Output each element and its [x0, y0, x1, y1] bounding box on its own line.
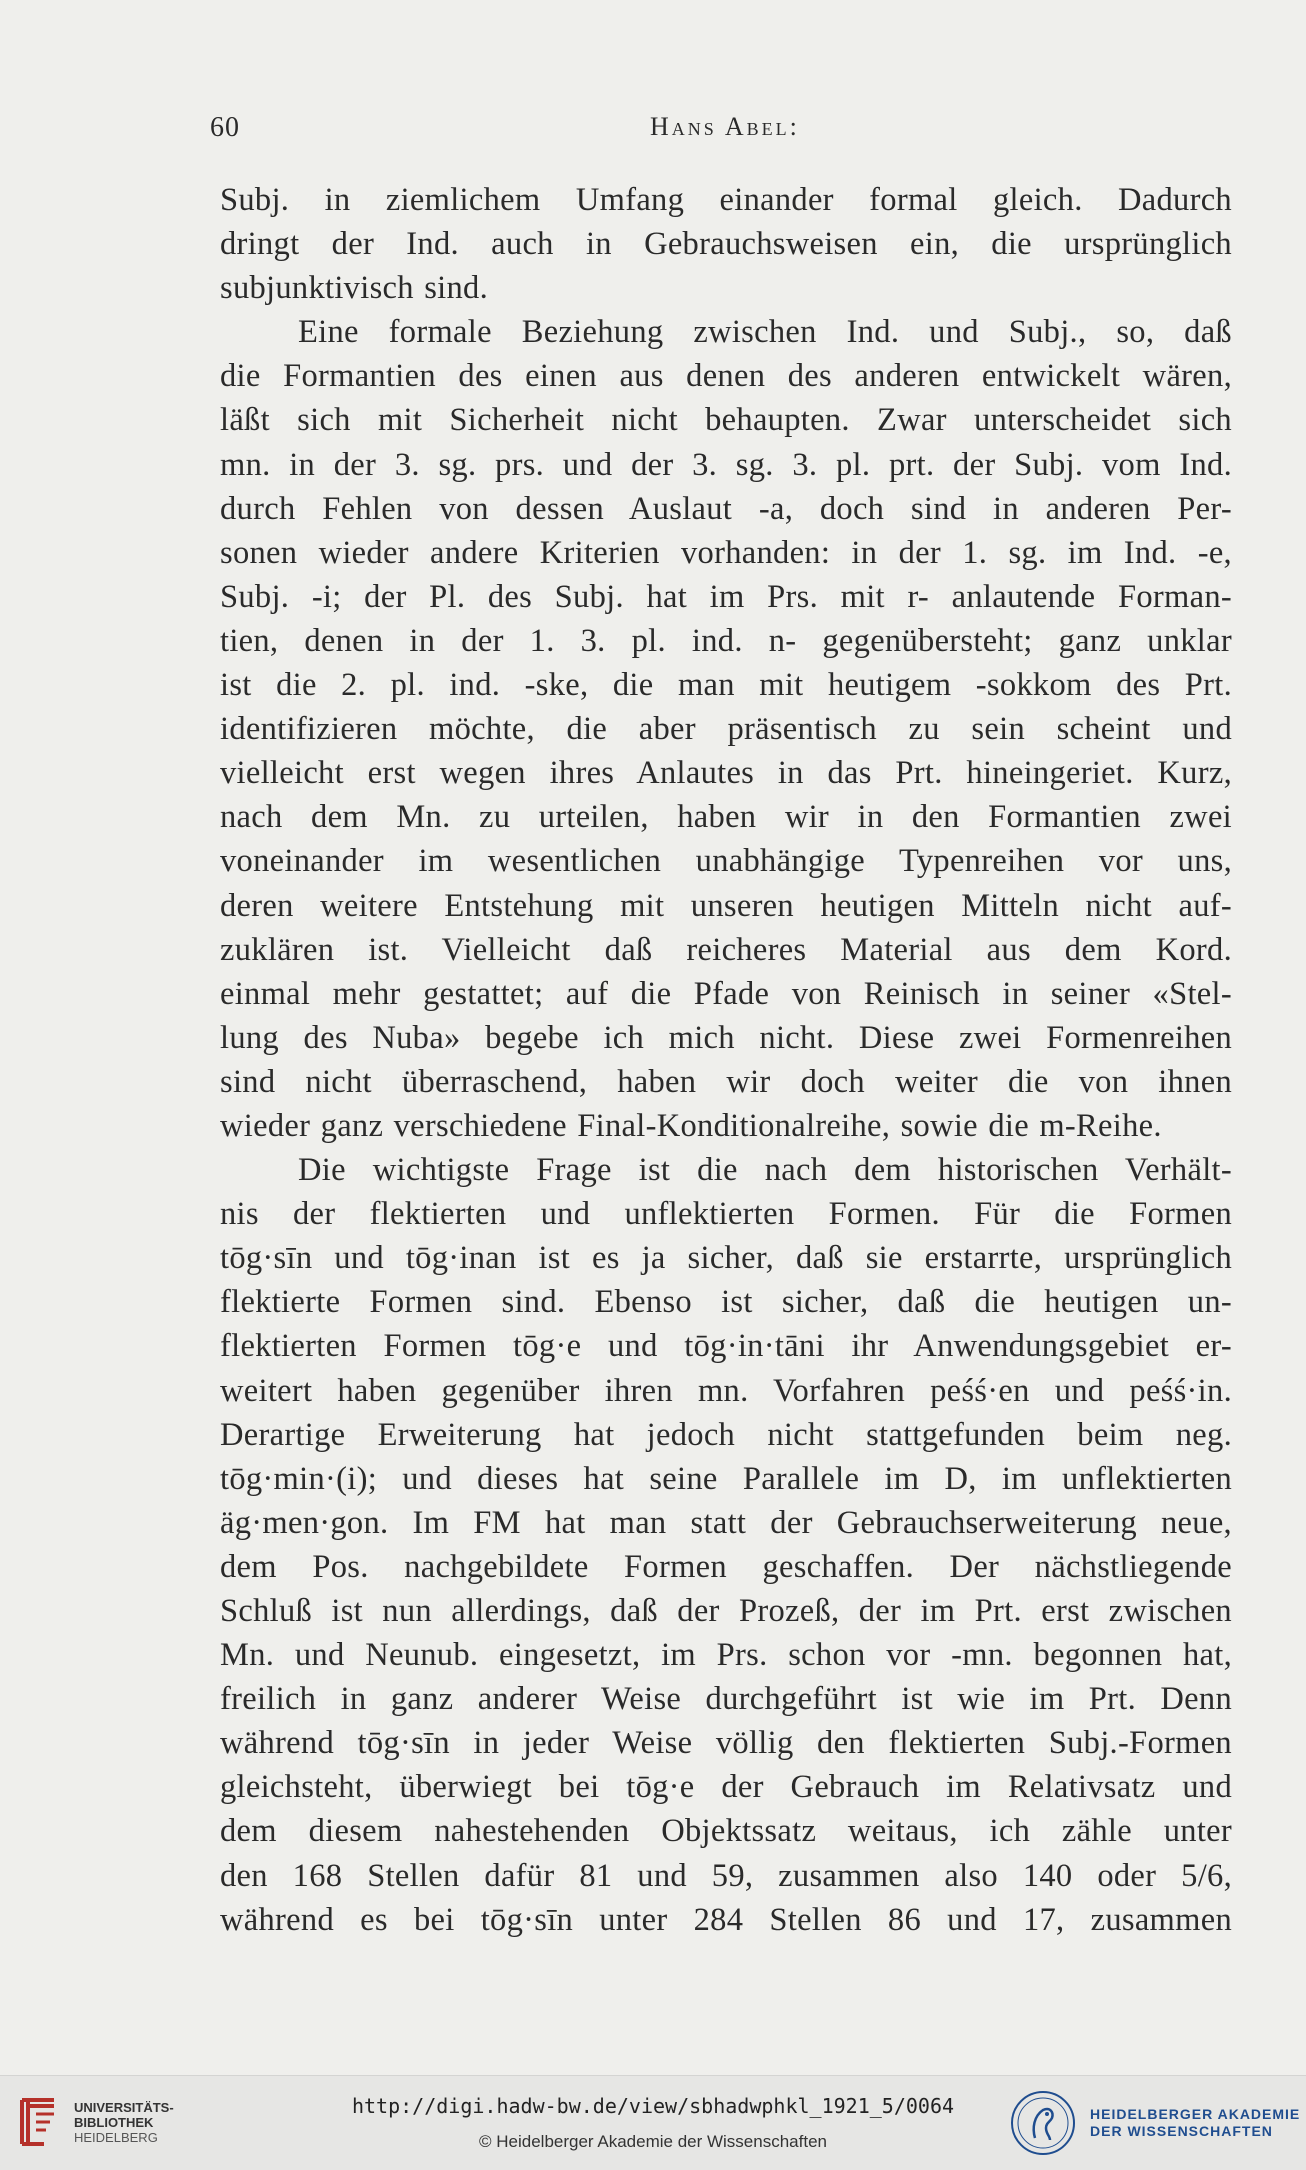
- text-line: Eine formale Beziehung zwischen Ind. und Subj., so, daß: [298, 314, 1232, 351]
- text-line: deren weitere Entstehung mit unseren heutigen Mitteln nicht auf-: [220, 887, 1232, 924]
- text-line: Schluß ist nun allerdings, daß der Prozeß, der im Prt. erst zwischen: [220, 1593, 1232, 1629]
- text-line: tōg·min·(i); und dieses hat seine Parallele im D, im unflektierten: [220, 1460, 1232, 1497]
- text-line: vielleicht erst wegen ihres Anlautes in das Prt. hineingeriet. Kurz,: [220, 755, 1232, 792]
- body-text: [220, 178, 1232, 1942]
- text-line: wieder ganz verschiedene Final-Konditionalreihe, sowie die m-Reihe.: [220, 1107, 1162, 1144]
- running-header: [0, 112, 1306, 152]
- text-line: Die wichtigste Frage ist die nach dem historischen Verhält-: [298, 1152, 1232, 1189]
- text-line: weitert haben gegenüber ihren mn. Vorfahren peśś·en und peśś·in.: [220, 1372, 1232, 1409]
- text-line: während es bei tōg·sīn unter 284 Stellen 86 und 17, zusammen: [220, 1901, 1232, 1938]
- text-line: Subj. -i; der Pl. des Subj. hat im Prs. mit r- anlautende Forman-: [220, 578, 1232, 615]
- text-line: läßt sich mit Sicherheit nicht behaupten. Zwar unterscheidet sich: [220, 402, 1232, 439]
- text-line: dringt der Ind. auch in Gebrauchsweisen ein, die ursprünglich: [220, 226, 1232, 263]
- text-line: nis der flektierten und unflektierten Formen. Für die Formen: [220, 1196, 1232, 1233]
- text-line: Subj. in ziemlichem Umfang einander formal gleich. Dadurch: [220, 182, 1232, 218]
- copyright-notice: © Heidelberger Akademie der Wissenschaften: [479, 2132, 827, 2151]
- text-line: den 168 Stellen dafür 81 und 59, zusammen also 140 oder 5/6,: [220, 1857, 1232, 1894]
- text-line: sind nicht überraschend, haben wir doch weiter die von ihnen: [220, 1063, 1232, 1100]
- text-line: nach dem Mn. zu urteilen, haben wir in den Formantien zwei: [220, 799, 1232, 836]
- text-line: sonen wieder andere Kriterien vorhanden: in der 1. sg. im Ind. -e,: [220, 534, 1232, 571]
- text-line: dem Pos. nachgebildete Formen geschaffen. Der nächstliegende: [220, 1548, 1232, 1585]
- text-line: die Formantien des einen aus denen des anderen entwickelt wären,: [220, 358, 1232, 395]
- text-line: freilich in ganz anderer Weise durchgeführt ist wie im Prt. Denn: [220, 1681, 1232, 1718]
- text-line: dem diesem nahestehenden Objektssatz weitaus, ich zähle unter: [220, 1813, 1232, 1850]
- text-line: lung des Nuba» begebe ich mich nicht. Diese zwei Formenreihen: [220, 1019, 1232, 1056]
- text-line: identifizieren möchte, die aber präsentisch zu sein scheint und: [220, 711, 1232, 748]
- text-line: Mn. und Neunub. eingesetzt, im Prs. schon vor -mn. begonnen hat,: [220, 1637, 1232, 1674]
- text-line: während tōg·sīn in jeder Weise völlig den flektierten Subj.-Formen: [220, 1725, 1232, 1762]
- text-line: zuklären ist. Vielleicht daß reicheres Material aus dem Kord.: [220, 931, 1232, 968]
- text-line: ist die 2. pl. ind. -ske, die man mit heutigem -sokkom des Prt.: [220, 667, 1232, 704]
- text-line: flektierten Formen tōg·e und tōg·in·tāni ihr Anwendungsgebiet er-: [220, 1328, 1232, 1365]
- viewer-footer: [0, 2075, 1306, 2170]
- text-line: tien, denen in der 1. 3. pl. ind. n- gegenübersteht; ganz unklar: [220, 622, 1232, 659]
- academy-line-2: DER WISSENSCHAFTEN: [1090, 2123, 1273, 2139]
- library-line-1: UNIVERSITÄTS-: [74, 2100, 174, 2115]
- text-line: flektierte Formen sind. Ebenso ist sicher, daß die heutigen un-: [220, 1284, 1232, 1321]
- text-line: Derartige Erweiterung hat jedoch nicht stattgefunden beim neg.: [220, 1416, 1232, 1453]
- page-number: 60: [210, 112, 240, 143]
- text-line: durch Fehlen von dessen Auslaut -a, doch sind in anderen Per-: [220, 490, 1232, 527]
- running-head-author: Hans Abel:: [650, 112, 800, 141]
- library-line-3: HEIDELBERG: [74, 2130, 158, 2145]
- text-line: einmal mehr gestattet; auf die Pfade von Reinisch in seiner «Stel-: [220, 975, 1232, 1012]
- text-line: voneinander im wesentlichen unabhängige Typenreihen vor uns,: [220, 843, 1232, 880]
- text-line: gleichsteht, überwiegt bei tōg·e der Gebrauch im Relativsatz und: [220, 1769, 1232, 1806]
- text-line: äg·men·gon. Im FM hat man statt der Gebrauchserweiterung neue,: [220, 1504, 1232, 1541]
- text-line: tōg·sīn und tōg·inan ist es ja sicher, daß sie erstarrte, ursprünglich: [220, 1240, 1232, 1277]
- academy-seal-icon: [1010, 2090, 1076, 2156]
- academy-name: [1090, 2106, 1300, 2140]
- permalink-url[interactable]: http://digi.hadw-bw.de/view/sbhadwphkl_1921_5/0064: [351, 2094, 955, 2118]
- text-line: mn. in der 3. sg. prs. und der 3. sg. 3. pl. prt. der Subj. vom Ind.: [220, 446, 1232, 483]
- library-line-2: BIBLIOTHEK: [74, 2115, 154, 2130]
- academy-line-1: HEIDELBERGER AKADEMIE: [1090, 2106, 1301, 2122]
- text-line: subjunktivisch sind.: [220, 270, 489, 307]
